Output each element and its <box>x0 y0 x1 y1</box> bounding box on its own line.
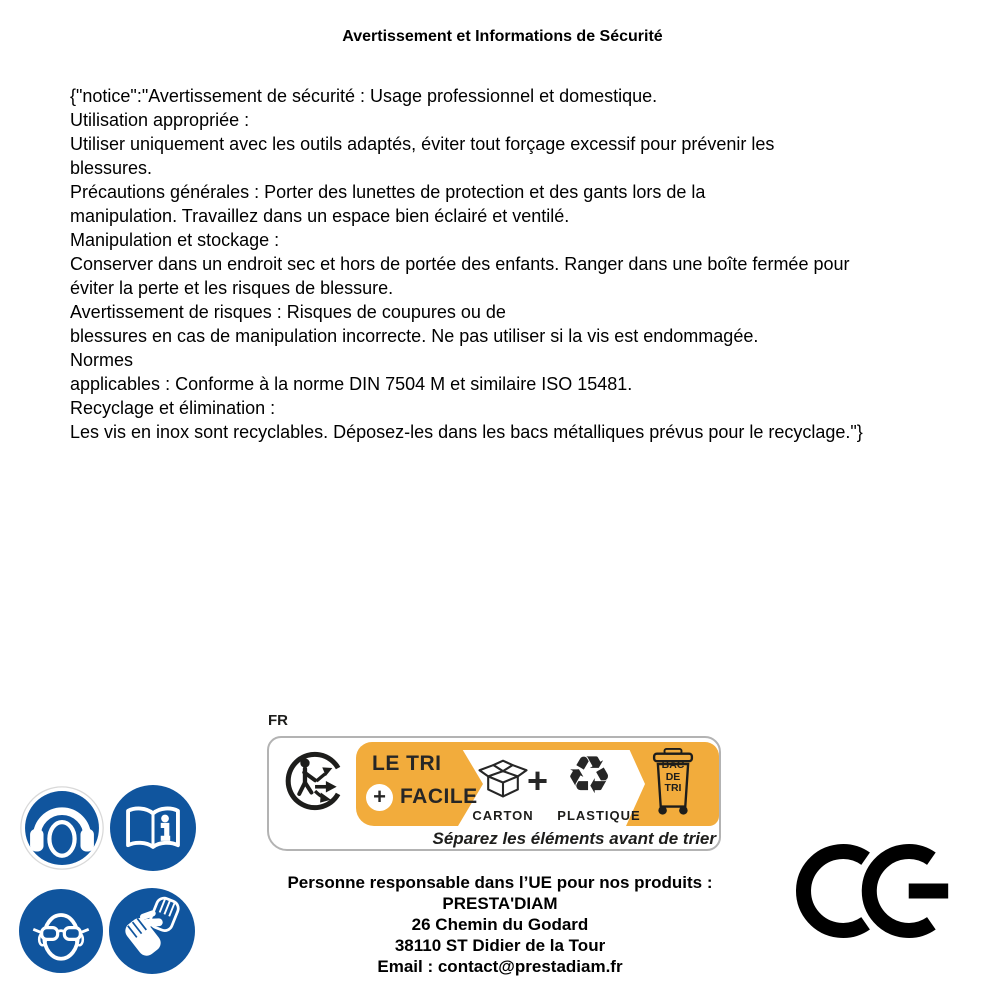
protective-gloves-icon <box>109 888 195 974</box>
notice-line: Utilisation appropriée : <box>70 110 250 130</box>
notice-line: Recyclage et élimination : <box>70 398 276 418</box>
responsible-person-block <box>252 872 748 977</box>
carton-box-icon <box>476 756 530 807</box>
bin-text-line: TRI <box>664 782 682 794</box>
notice-text <box>70 84 970 444</box>
plus-separator: + <box>527 760 549 801</box>
infotri-headline-line2: FACILE <box>400 785 478 808</box>
notice-line: Les vis en inox sont recyclables. Déposez-les dans les bacs métalliques prévus pour le recyclage."} <box>70 422 863 442</box>
responsible-line: 38110 ST Didier de la Tour <box>394 936 606 955</box>
notice-line: manipulation. Travaillez dans un espace bien éclairé et ventilé. <box>70 206 570 226</box>
page-title: Avertissement et Informations de Sécurité <box>342 28 663 45</box>
notice-line: {"notice":"Avertissement de sécurité : Usage professionnel et domestique. <box>70 86 658 106</box>
notice-line: Précautions générales : Porter des lunettes de protection et des gants lors de la <box>70 182 706 202</box>
ce-marking-icon <box>796 843 951 939</box>
ear-protection-icon <box>20 786 104 870</box>
notice-line: Conserver dans un endroit sec et hors de portée des enfants. Ranger dans une boîte fermée pour <box>70 254 850 274</box>
plus-circle-icon: + <box>366 784 393 811</box>
infotri-tagline: Séparez les éléments avant de trier <box>432 829 716 848</box>
country-code-label: FR <box>268 712 288 729</box>
notice-line: Normes <box>70 350 134 370</box>
eye-protection-icon <box>19 889 103 973</box>
plastique-label: PLASTIQUE <box>557 808 641 823</box>
infotri-headline-line1: LE TRI <box>372 752 442 775</box>
plastic-recycling-icon: ♻ <box>565 747 613 805</box>
notice-line: blessures. <box>70 158 153 178</box>
bin-text-line: BAC <box>661 759 685 771</box>
responsible-line: Personne responsable dans l’UE pour nos produits : <box>287 873 713 892</box>
notice-line: éviter la perte et les risques de blessure. <box>70 278 394 298</box>
notice-line: Avertissement de risques : Risques de coupures ou de <box>70 302 506 322</box>
notice-line: Utiliser uniquement avec les outils adaptés, éviter tout forçage excessif pour prévenir les <box>70 134 775 154</box>
notice-line: blessures en cas de manipulation incorrecte. Ne pas utiliser si la vis est endommagée. <box>70 326 759 346</box>
notice-line: Manipulation et stockage : <box>70 230 280 250</box>
carton-label: CARTON <box>472 808 534 823</box>
notice-line: applicables : Conforme à la norme DIN 7504 M et similaire ISO 15481. <box>70 374 633 394</box>
bin-text-line: DE <box>665 770 681 783</box>
triman-icon <box>280 745 353 817</box>
responsible-line: PRESTA'DIAM <box>442 894 558 913</box>
read-manual-icon <box>110 785 196 871</box>
responsible-line: 26 Chemin du Godard <box>411 915 589 934</box>
responsible-line: Email : contact@prestadiam.fr <box>377 957 623 976</box>
bin-text <box>651 760 695 795</box>
